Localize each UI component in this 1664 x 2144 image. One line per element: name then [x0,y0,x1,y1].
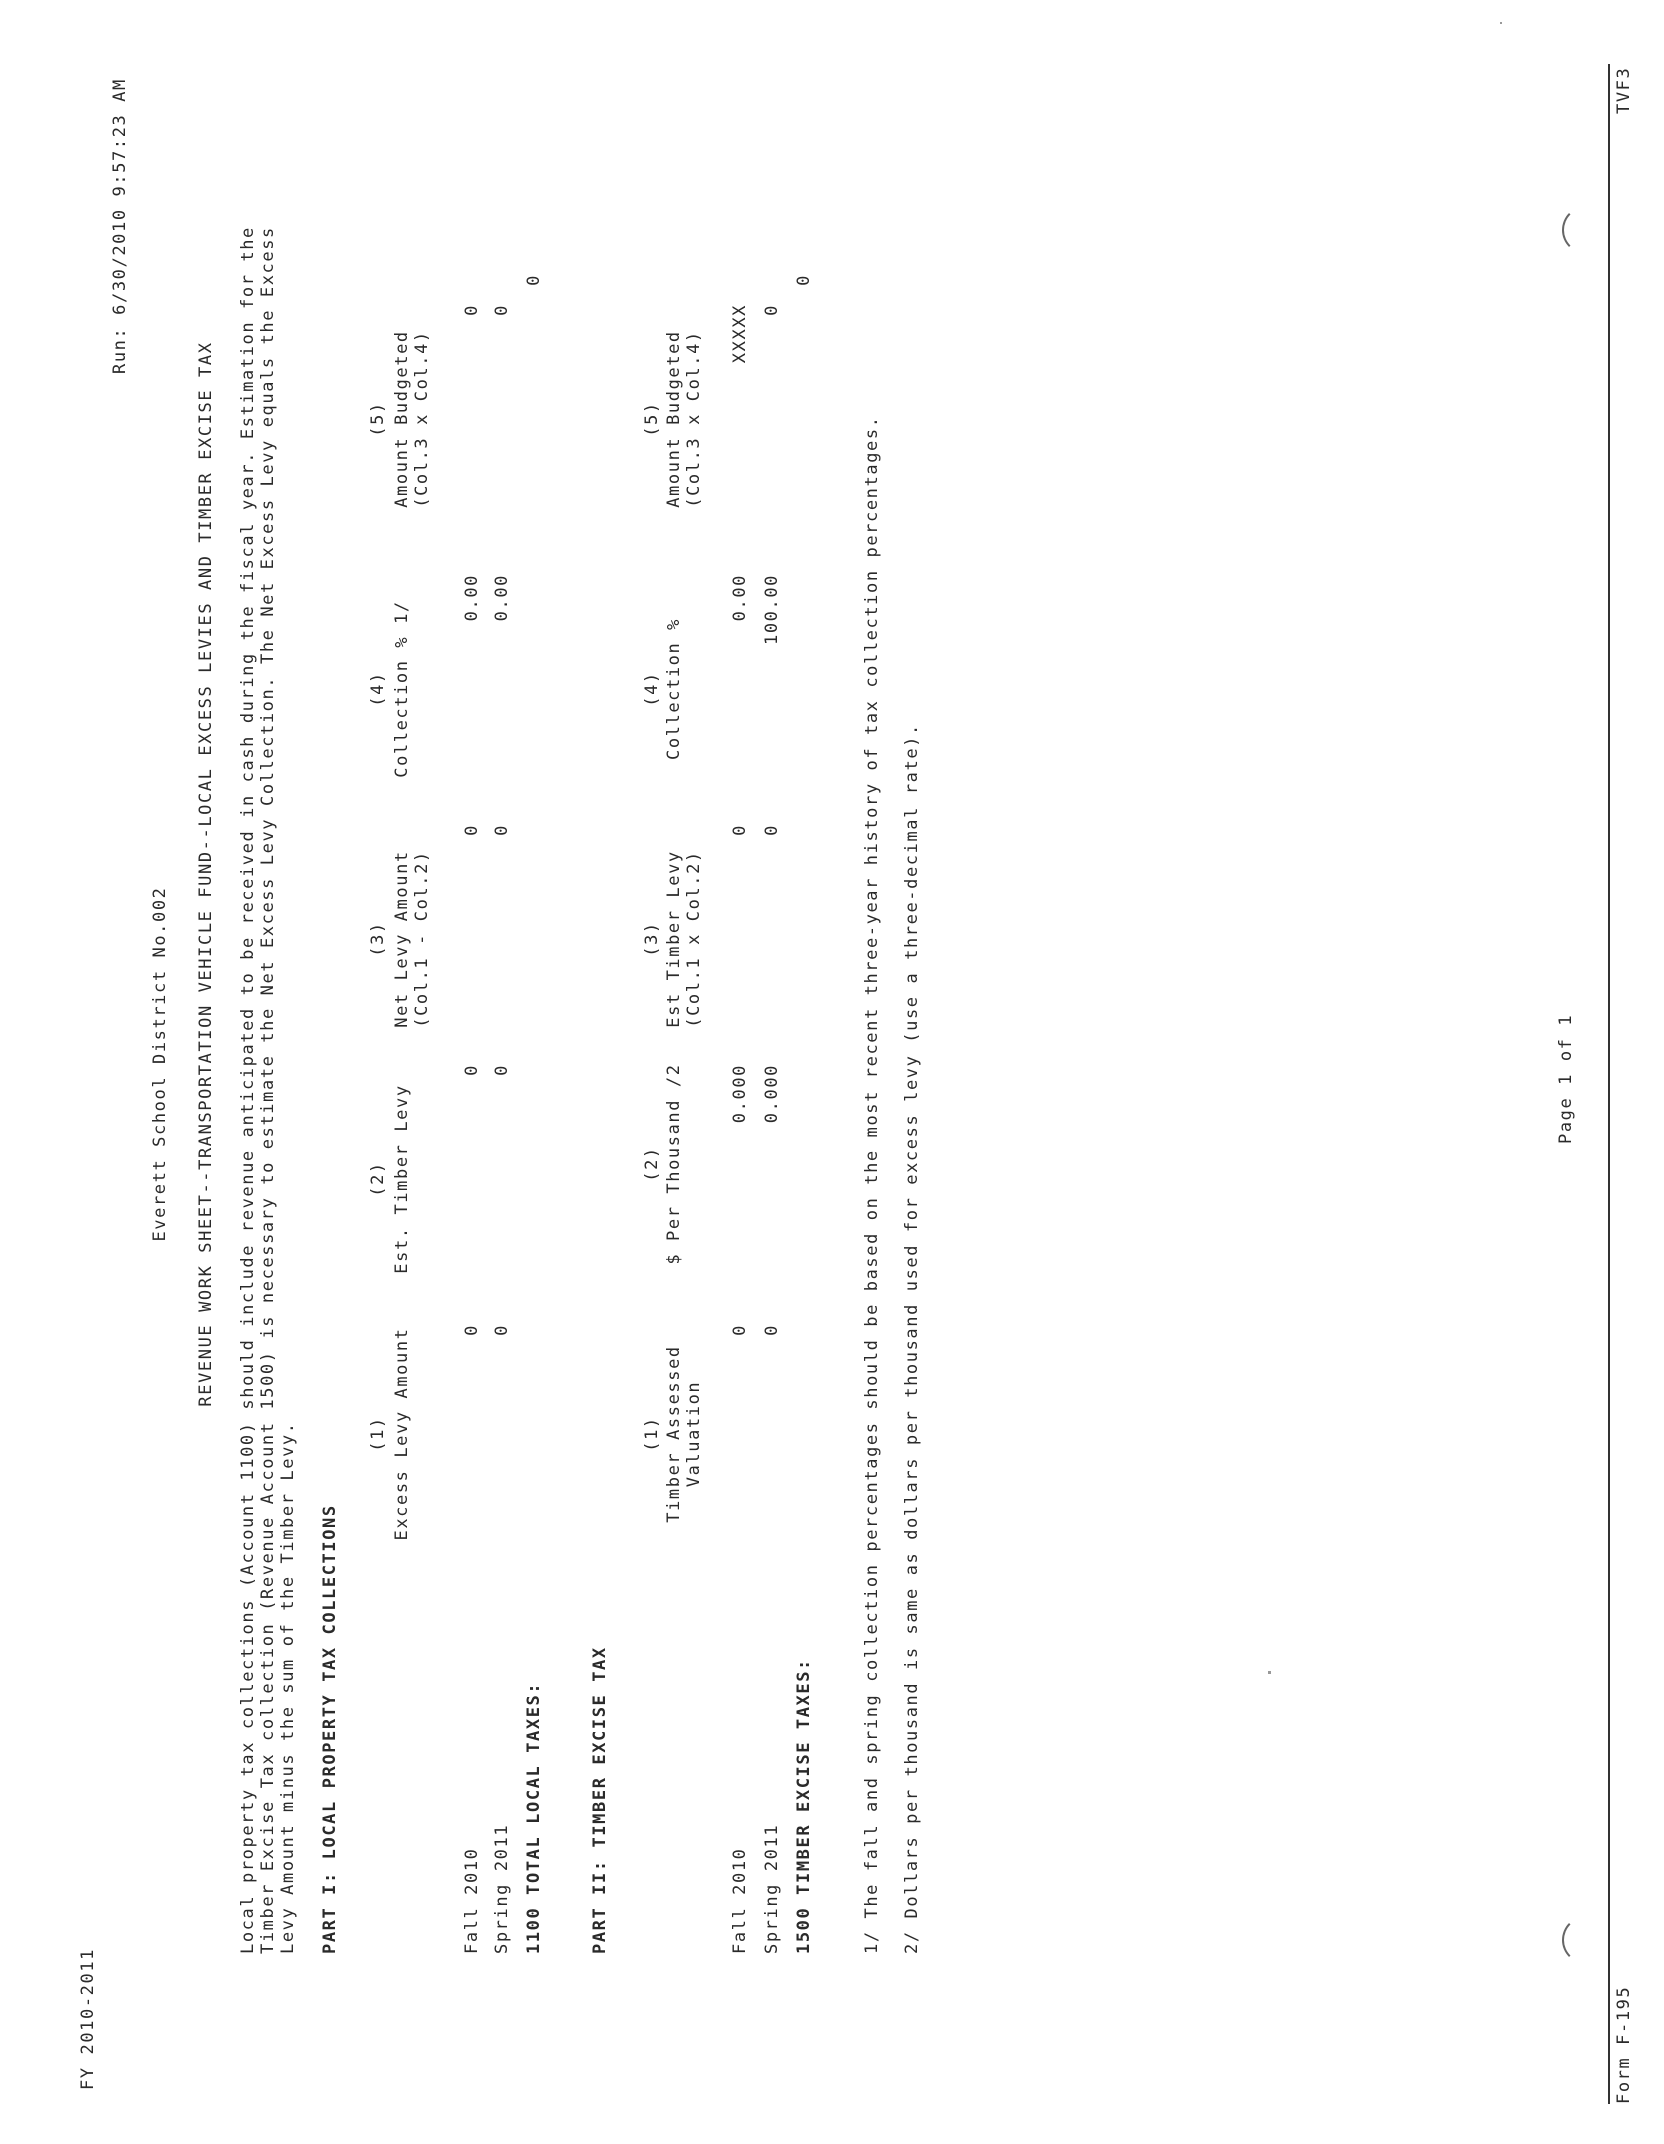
collection-pct-value: 100.00 [762,574,782,646]
part2-col2-num: (2) [642,1146,662,1182]
run-timestamp: Run: 6/30/2010 9:57:23 AM [110,78,130,374]
district-name: Everett School District No.002 [150,886,170,1242]
form-number: Form F-195 [1614,1985,1634,2104]
footer-rule [1608,64,1610,2104]
part1-col5-formula: (Col.3 x Col.4) [412,330,432,508]
part2-col4-num: (4) [642,671,662,707]
footnote-1: 1/ The fall and spring collection percentages should be based on the most recent three-year history of tax collection percentages. [862,415,882,1954]
fiscal-year: FY 2010-2011 [78,1947,98,2090]
total-label: 1100 TOTAL LOCAL TAXES: [524,1681,544,1954]
part1-col2-label: Est. Timber Levy [392,1084,412,1274]
part2-title: PART II: TIMBER EXCISE TAX [590,1646,610,1954]
page-number: Page 1 of 1 [1556,1013,1576,1144]
part1-col4-label: Collection % 1/ [392,600,412,778]
total-label: 1500 TIMBER EXCISE TAXES: [794,1658,814,1954]
amount-budgeted-value: 0 [492,304,512,316]
part2-col1-label2: Valuation [684,1380,704,1488]
part1-col1-num: (1) [368,1416,388,1452]
collection-pct-value: 0.00 [492,574,512,622]
excess-levy-value: 0 [492,1324,512,1336]
net-levy-value: 0 [492,824,512,836]
part1-col3-formula: (Col.1 - Col.2) [412,850,432,1028]
part1-col2-num: (2) [368,1161,388,1197]
row-label: Spring 2011 [492,1823,512,1954]
part2-col4-label: Collection % [664,617,684,761]
form-code: TVF3 [1614,66,1634,114]
intro-line-1: Local property tax collections (Account 1100) should include revenue anticipated to be received in cash during the fiscal year. Estimation for the [238,226,258,1954]
part2-col3-label: Est Timber Levy [664,850,684,1028]
collection-pct-value: 0.00 [730,574,750,622]
amount-budgeted-value: 0 [762,304,782,316]
part1-col5-label: Amount Budgeted [392,330,412,508]
per-thousand-value: 0.000 [730,1064,750,1124]
timber-valuation-value: 0 [730,1324,750,1336]
intro-line-2: Timber Excise Tax collection (Revenue Account 1500) is necessary to estimate the Net Excess Levy Collection. The Net Excess Levy equals the Excess [258,226,278,1954]
intro-line-3: Levy Amount minus the sum of the Timber Levy. [278,1421,298,1954]
amount-budgeted-value: XXXXX [730,304,750,364]
scan-speck [1500,22,1502,24]
part2-col5-label: Amount Budgeted [664,330,684,508]
scan-speck [1268,1671,1271,1674]
worksheet-title: REVENUE WORK SHEET--TRANSPORTATION VEHICLE FUND--LOCAL EXCESS LEVIES AND TIMBER EXCISE TAX [196,341,216,1407]
total-value: 0 [524,274,544,286]
timber-levy-value: 0 [492,1064,512,1076]
part2-col5-num: (5) [642,401,662,437]
row-label: Fall 2010 [730,1847,750,1954]
part1-col1-label: Excess Levy Amount [392,1327,412,1541]
part1-col3-label: Net Levy Amount [392,850,412,1028]
punch-hole-mark [1562,1916,1610,1964]
collection-pct-value: 0.00 [462,574,482,622]
est-timber-levy-value: 0 [730,824,750,836]
part2-col3-num: (3) [642,921,662,957]
timber-valuation-value: 0 [762,1324,782,1336]
part2-col2-label: $ Per Thousand /2 [664,1063,684,1265]
est-timber-levy-value: 0 [762,824,782,836]
amount-budgeted-value: 0 [462,304,482,316]
excess-levy-value: 0 [462,1324,482,1336]
part1-col3-num: (3) [368,921,388,957]
part1-col4-num: (4) [368,671,388,707]
punch-hole-mark [1562,206,1610,254]
net-levy-value: 0 [462,824,482,836]
per-thousand-value: 0.000 [762,1064,782,1124]
part1-col5-num: (5) [368,401,388,437]
footnote-2: 2/ Dollars per thousand is same as dollars per thousand used for excess levy (use a three-decimal rate). [902,723,922,1954]
part2-col3-formula: (Col.1 x Col.2) [684,850,704,1028]
timber-levy-value: 0 [462,1064,482,1076]
row-label: Spring 2011 [762,1823,782,1954]
part2-col1-num: (1) [642,1416,662,1452]
part1-title: PART I: LOCAL PROPERTY TAX COLLECTIONS [320,1504,340,1954]
row-label: Fall 2010 [462,1847,482,1954]
total-value: 0 [794,274,814,286]
part2-col1-label: Timber Assessed [664,1345,684,1523]
part2-col5-formula: (Col.3 x Col.4) [684,330,704,508]
